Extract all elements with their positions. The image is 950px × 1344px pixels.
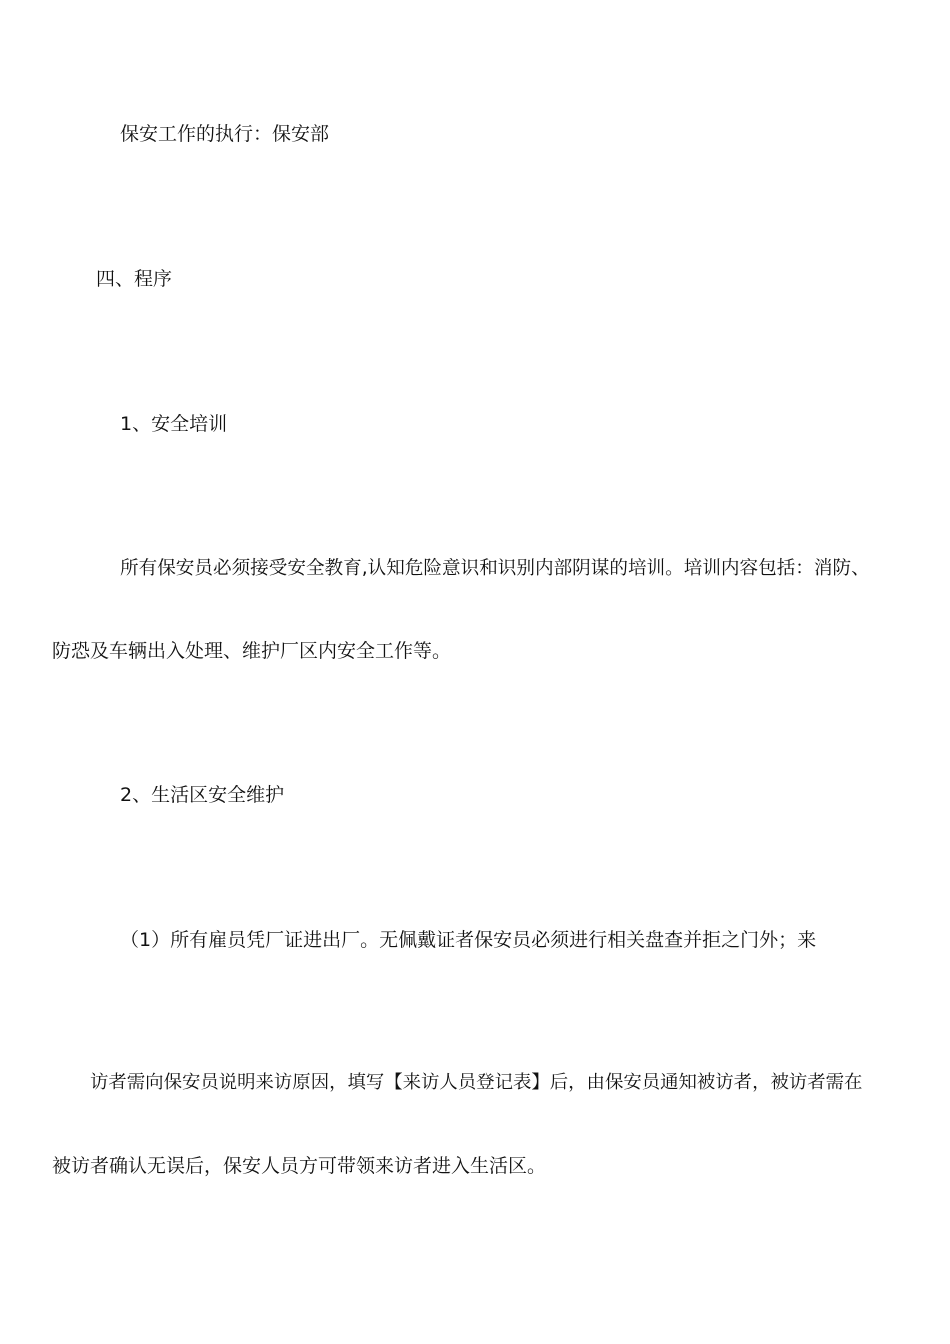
paragraph-safety-training-line-2: 防恐及车辆出入处理、维护厂区内安全工作等。 bbox=[52, 640, 452, 662]
paragraph-employee-access-line-3: 被访者确认无误后，保安人员方可带领来访者进入生活区。 bbox=[52, 1155, 547, 1177]
item-heading-living-area-security: 2、生活区安全维护 bbox=[120, 784, 285, 806]
section-heading-procedure: 四、程序 bbox=[96, 268, 173, 290]
executor-line: 保安工作的执行：保安部 bbox=[120, 123, 330, 145]
paragraph-safety-training-line-1: 所有保安员必须接受安全教育,认知危险意识和识别内部阴谋的培训。培训内容包括：消防、 bbox=[120, 558, 870, 579]
paragraph-employee-access-line-2: 访者需向保安员说明来访原因，填写【来访人员登记表】后，由保安员通知被访者，被访者需在 bbox=[90, 1072, 863, 1093]
paragraph-employee-access-line-1: （1）所有雇员凭厂证进出厂。无佩戴证者保安员必须进行相关盘查并拒之门外；来 bbox=[120, 929, 817, 951]
item-heading-safety-training: 1、安全培训 bbox=[120, 413, 228, 435]
